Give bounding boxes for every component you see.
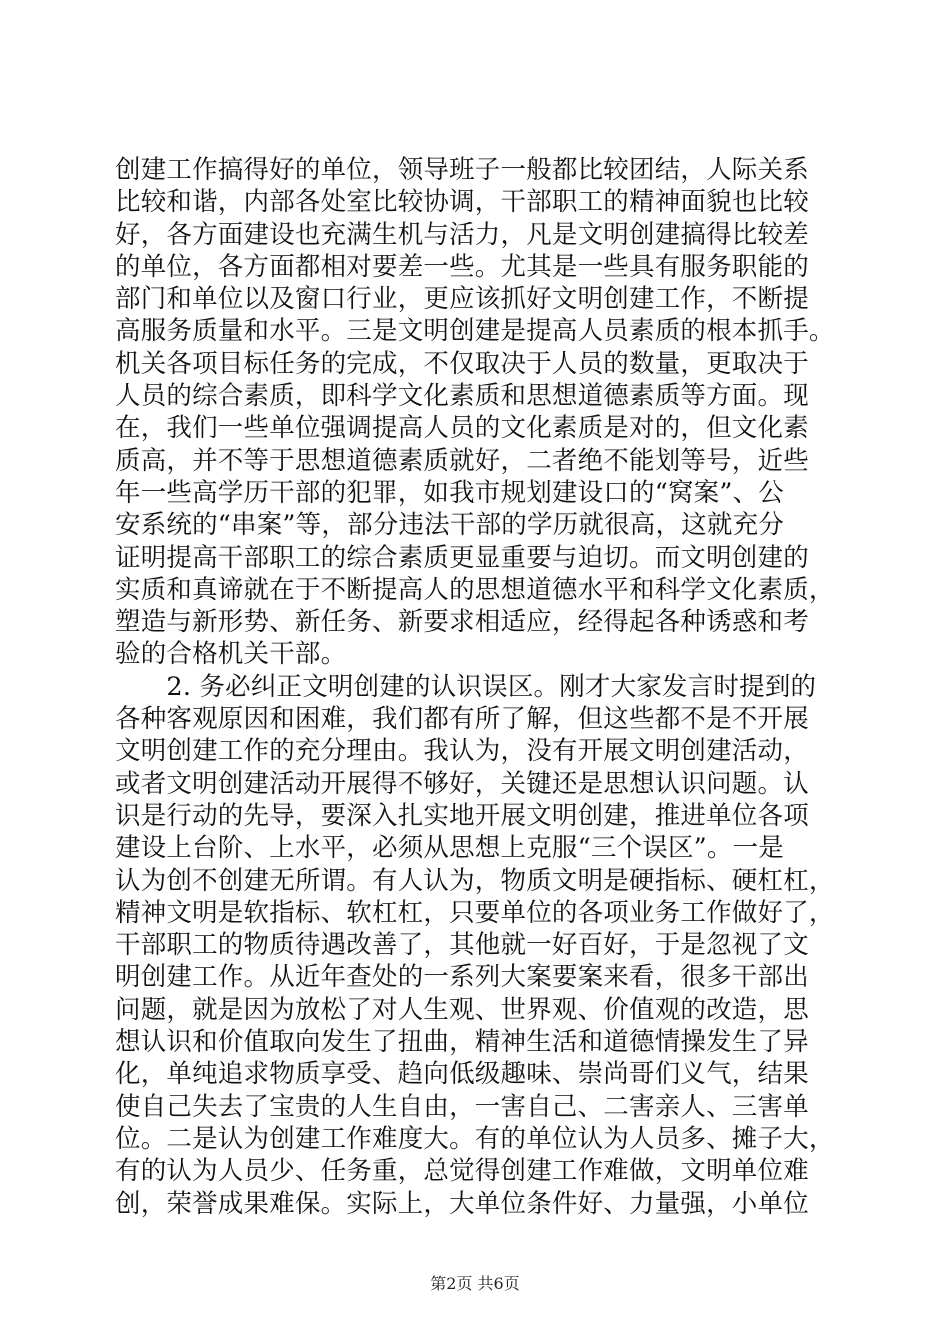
text-line: 塑造与新形势、新任务、新要求相适应，经得起各种诱惑和考 bbox=[115, 607, 809, 638]
text-line: 验的合格机关干部。 bbox=[115, 639, 347, 670]
text-line: 年一些高学历干部的犯罪，如我市规划建设口的“窝案”、公 bbox=[115, 477, 784, 508]
text-line: 质高，并不等于思想道德素质就好，二者绝不能划等号，近些 bbox=[115, 445, 809, 476]
text-line: 精神文明是软指标、软杠杠，只要单位的各项业务工作做好了， bbox=[115, 897, 835, 928]
text-line: 文明创建工作的充分理由。我认为，没有开展文明创建活动， bbox=[115, 736, 809, 767]
text-line: 实质和真谛就在于不断提高人的思想道德水平和科学文化素质， bbox=[115, 574, 835, 605]
text-line: 机关各项目标任务的完成，不仅取决于人员的数量，更取决于 bbox=[115, 348, 809, 379]
body-text bbox=[115, 154, 839, 1220]
text-line: 的单位，各方面都相对要差一些。尤其是一些具有服务职能的 bbox=[115, 251, 809, 282]
text-line: 好，各方面建设也充满生机与活力，凡是文明创建搞得比较差 bbox=[115, 219, 809, 250]
text-line: 化，单纯追求物质享受、趋向低级趣味、崇尚哥们义气，结果 bbox=[115, 1059, 809, 1090]
text-line: 识是行动的先导，要深入扎实地开展文明创建，推进单位各项 bbox=[115, 800, 809, 831]
text-line: 使自己失去了宝贵的人生自由，一害自己、二害亲人、三害单 bbox=[115, 1091, 809, 1122]
text-line: 各种客观原因和困难，我们都有所了解，但这些都不是不开展 bbox=[115, 704, 809, 735]
text-line: 部门和单位以及窗口行业，更应该抓好文明创建工作，不断提 bbox=[115, 284, 809, 315]
page-footer: 第2页 共6页 bbox=[430, 1274, 520, 1293]
text-line: 证明提高干部职工的综合素质更显重要与迫切。而文明创建的 bbox=[115, 542, 809, 573]
text-line: 认为创不创建无所谓。有人认为，物质文明是硬指标、硬杠杠， bbox=[115, 865, 835, 896]
text-line: 问题，就是因为放松了对人生观、世界观、价值观的改造，思 bbox=[115, 994, 809, 1025]
text-line: 位。二是认为创建工作难度大。有的单位认为人员多、摊子大， bbox=[115, 1123, 835, 1154]
text-line: 安系统的“串案”等，部分违法干部的学历就很高，这就充分 bbox=[115, 510, 784, 541]
text-line: 想认识和价值取向发生了扭曲，精神生活和道德情操发生了异 bbox=[115, 1027, 809, 1058]
text-line: 创建工作搞得好的单位，领导班子一般都比较团结，人际关系 bbox=[115, 155, 809, 185]
text-line: 2. 务必纠正文明创建的认识误区。刚才大家发言时提到的 bbox=[115, 671, 817, 702]
text-line: 明创建工作。从近年查处的一系列大案要案来看，很多干部出 bbox=[115, 962, 809, 993]
text-line: 干部职工的物质待遇改善了，其他就一好百好，于是忽视了文 bbox=[115, 930, 809, 961]
text-line: 有的认为人员少、任务重，总觉得创建工作难做，文明单位难 bbox=[115, 1156, 809, 1187]
text-line: 创，荣誉成果难保。实际上，大单位条件好、力量强，小单位 bbox=[115, 1188, 809, 1219]
text-line: 建设上台阶、上水平，必须从思想上克服“三个误区”。一是 bbox=[115, 833, 784, 864]
text-line: 人员的综合素质，即科学文化素质和思想道德素质等方面。现 bbox=[115, 381, 809, 412]
text-line: 在，我们一些单位强调提高人员的文化素质是对的，但文化素 bbox=[115, 413, 809, 444]
text-line: 或者文明创建活动开展得不够好，关键还是思想认识问题。认 bbox=[115, 768, 809, 799]
text-line: 比较和谐，内部各处室比较协调，干部职工的精神面貌也比较 bbox=[115, 187, 809, 218]
text-line: 高服务质量和水平。三是文明创建是提高人员素质的根本抓手。 bbox=[115, 316, 835, 347]
